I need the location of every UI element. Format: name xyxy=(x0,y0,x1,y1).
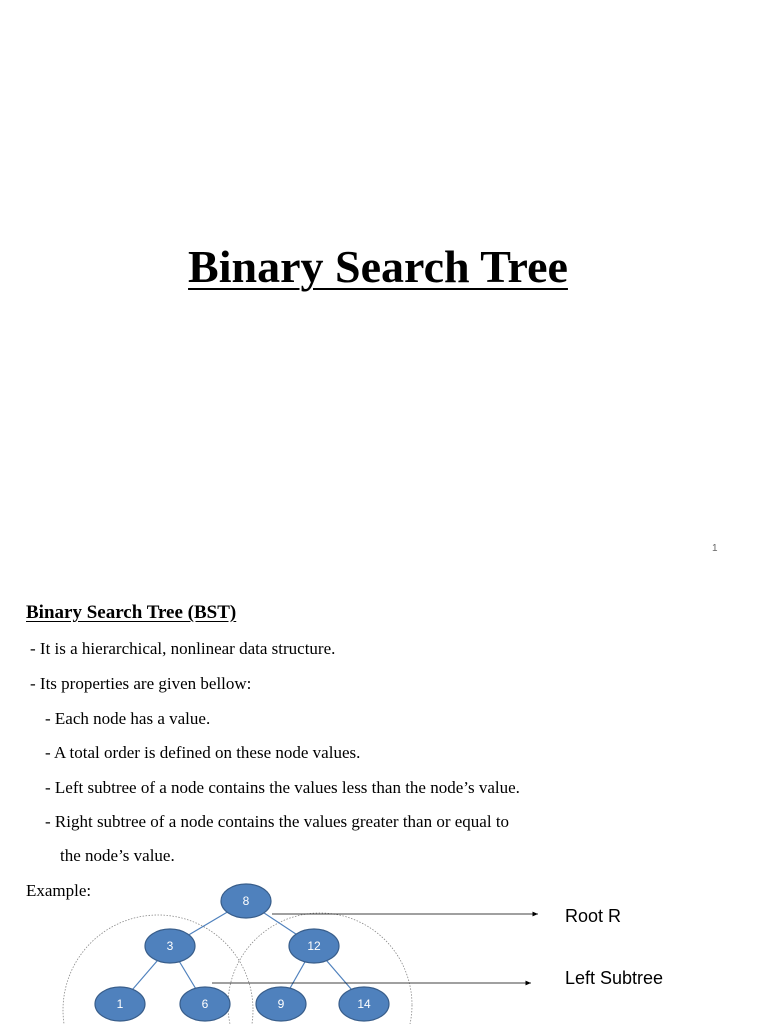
slide-title: Binary Search Tree xyxy=(188,241,568,292)
tree-node-1 xyxy=(95,987,145,1021)
tree-node-12 xyxy=(289,929,339,963)
tree-node-label: 12 xyxy=(307,939,321,953)
bst-diagram xyxy=(0,870,768,1024)
bullet-line-7: the node’s value. xyxy=(60,846,175,865)
tree-node-label: 14 xyxy=(357,997,371,1011)
left-subtree-label: Left Subtree xyxy=(565,968,664,988)
bullet-line-5: - Left subtree of a node contains the values less than the node’s value. xyxy=(45,778,520,797)
tree-node-label: 6 xyxy=(201,997,209,1011)
tree-node-8 xyxy=(221,884,271,918)
tree-node-label: 1 xyxy=(116,997,124,1011)
example-label: Example: xyxy=(26,881,92,900)
bullet-line-4: - A total order is defined on these node values. xyxy=(45,743,361,762)
tree-node-label: 3 xyxy=(166,939,174,953)
bullet-line-1: - It is a hierarchical, nonlinear data structure. xyxy=(30,639,336,658)
tree-nodes xyxy=(95,884,389,1021)
tree-node-3 xyxy=(145,929,195,963)
section-heading: Binary Search Tree (BST) xyxy=(26,602,237,623)
bullet-line-3: - Each node has a value. xyxy=(45,709,211,728)
tree-node-6 xyxy=(180,987,230,1021)
page-number: 1 xyxy=(712,543,718,554)
tree-node-9 xyxy=(256,987,306,1021)
tree-node-label: 9 xyxy=(277,997,285,1011)
root-label: Root R xyxy=(565,906,622,926)
tree-node-label: 8 xyxy=(242,894,250,908)
bullet-line-6: - Right subtree of a node contains the values greater than or equal to xyxy=(45,812,510,831)
bullet-line-2: - Its properties are given bellow: xyxy=(30,674,252,693)
tree-node-14 xyxy=(339,987,389,1021)
